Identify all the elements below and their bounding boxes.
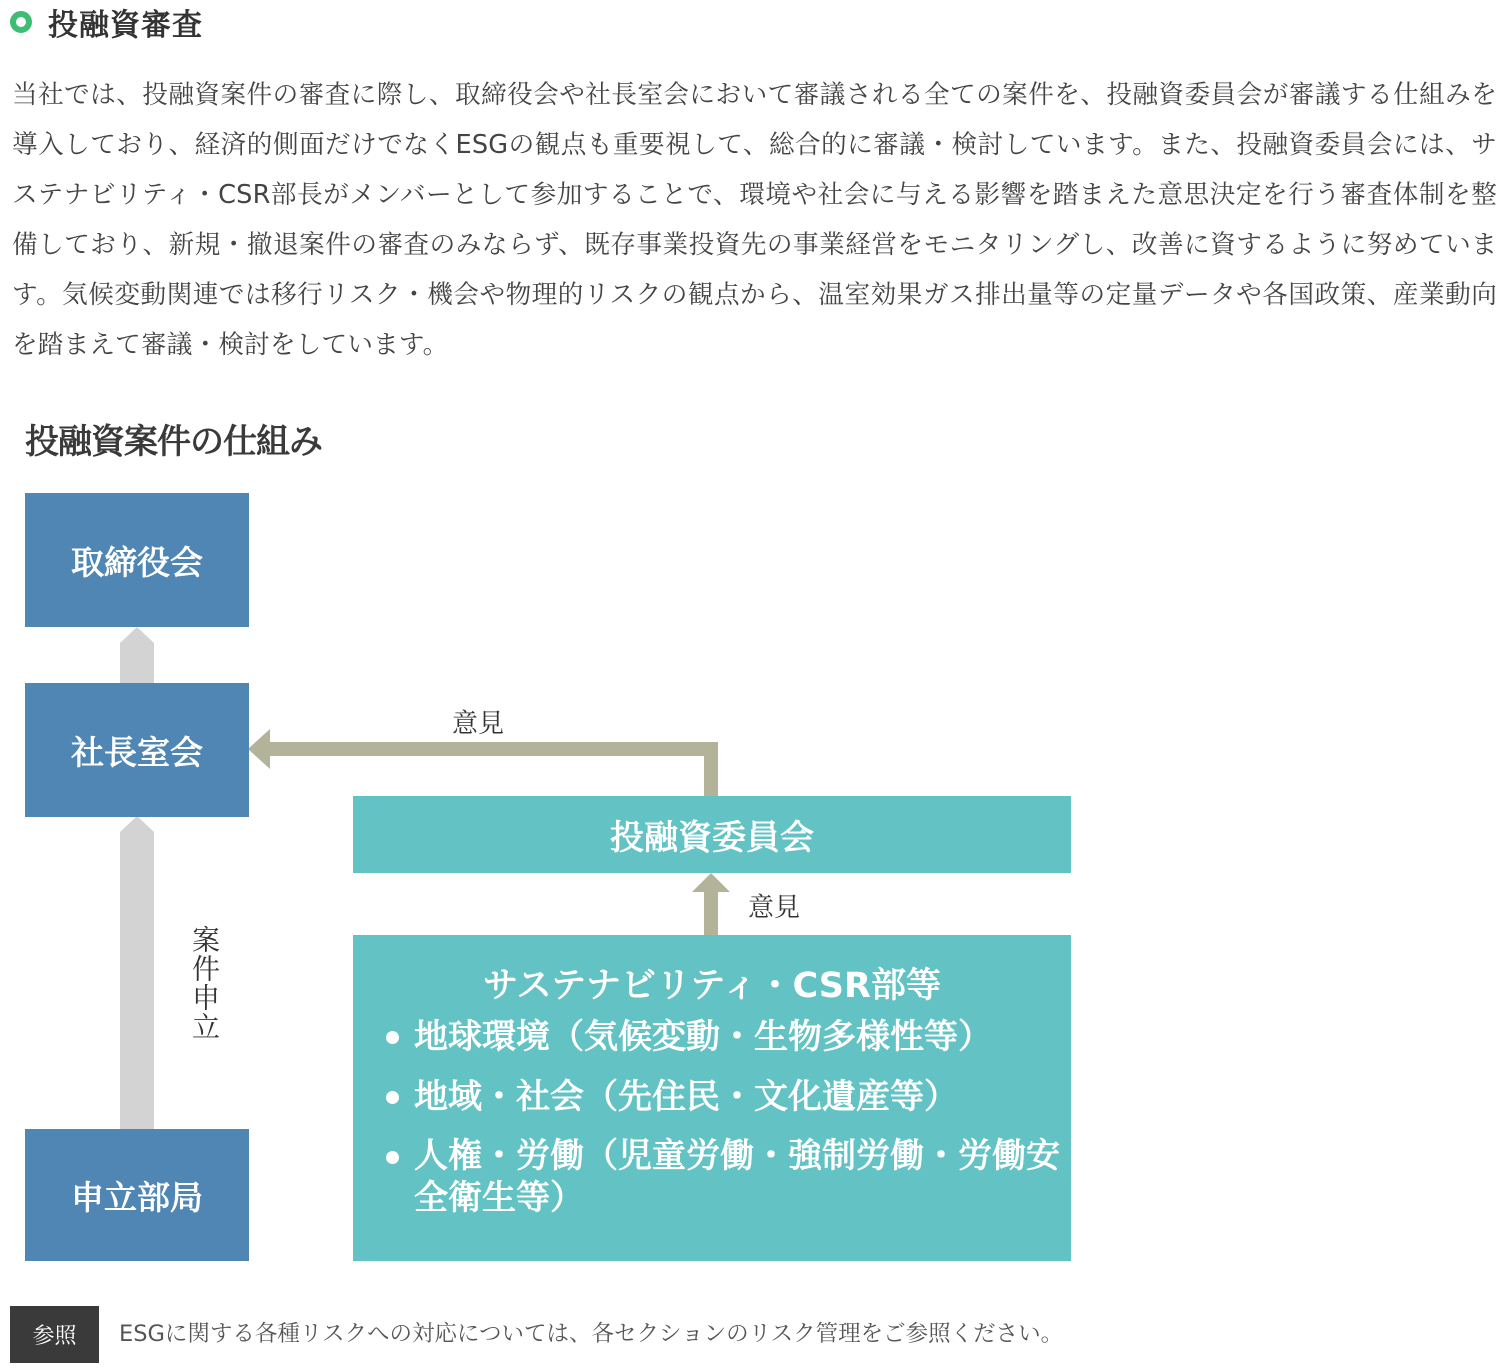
list-item: 人権・労働（児童労働・強制労働・労働安全衛生等） [380,1135,1060,1219]
list-item: 地域・社会（先住民・文化遺産等） [380,1075,1060,1119]
arrowhead-to-president [248,729,270,769]
arrow-president-to-board [120,627,154,683]
section-title: 投融資審査 [48,8,203,43]
arrow-applicant-to-president [120,816,154,1129]
node-investment-committee: 投融資委員会 [353,796,1071,873]
edge-label-opinion-committee: 意見 [748,893,801,923]
list-item: 地球環境（気候変動・生物多様性等） [380,1015,1060,1059]
arrow-committee-to-president [262,749,711,796]
body-paragraph: 当社では、投融資案件の審査に際し、取締役会や社長室会において審議される全ての案件を、投融資委員会が審議する仕組みを導入しており、経済的側面だけでなくESGの観点も重要視して、総合的に審議・検討しています。また、投融資委員会には、サステナビリティ・CSR部長がメンバーとして参加することで、環境や社会に与える影響を踏まえた意思決定を行う審査体制を整備しており、新規・撤退案件の審査のみならず、既存事業投資先の事業経営をモニタリングし、改善に資するように努めています。気候変動関連では移行リスク・機会や物理的リスクの観点から、温室効果ガス排出量等の定量データや各国政策、産業動向を踏まえて審議・検討をしています。 [12,80,1497,360]
bullet-icon [386,1031,399,1044]
bullet-icon [386,1151,399,1164]
reference-tag: 参照 [10,1306,99,1363]
reference-text: ESGに関する各種リスクへの対応については、各セクションのリスク管理をご参照ください。 [119,1321,1064,1347]
bullet-icon [386,1091,399,1104]
edge-label-case-application: 案件申立 [188,925,221,1041]
arrow-csr-to-committee [692,873,730,938]
csr-title: サステナビリティ・CSR部等 [483,966,941,1006]
edge-label-opinion-president: 意見 [452,709,505,739]
node-president-office: 社長室会 [25,683,249,817]
csr-item-list [380,1015,1060,1235]
diagram-title: 投融資案件の仕組み [25,422,322,462]
node-applicant-dept: 申立部局 [25,1129,249,1261]
node-board: 取締役会 [25,493,249,627]
